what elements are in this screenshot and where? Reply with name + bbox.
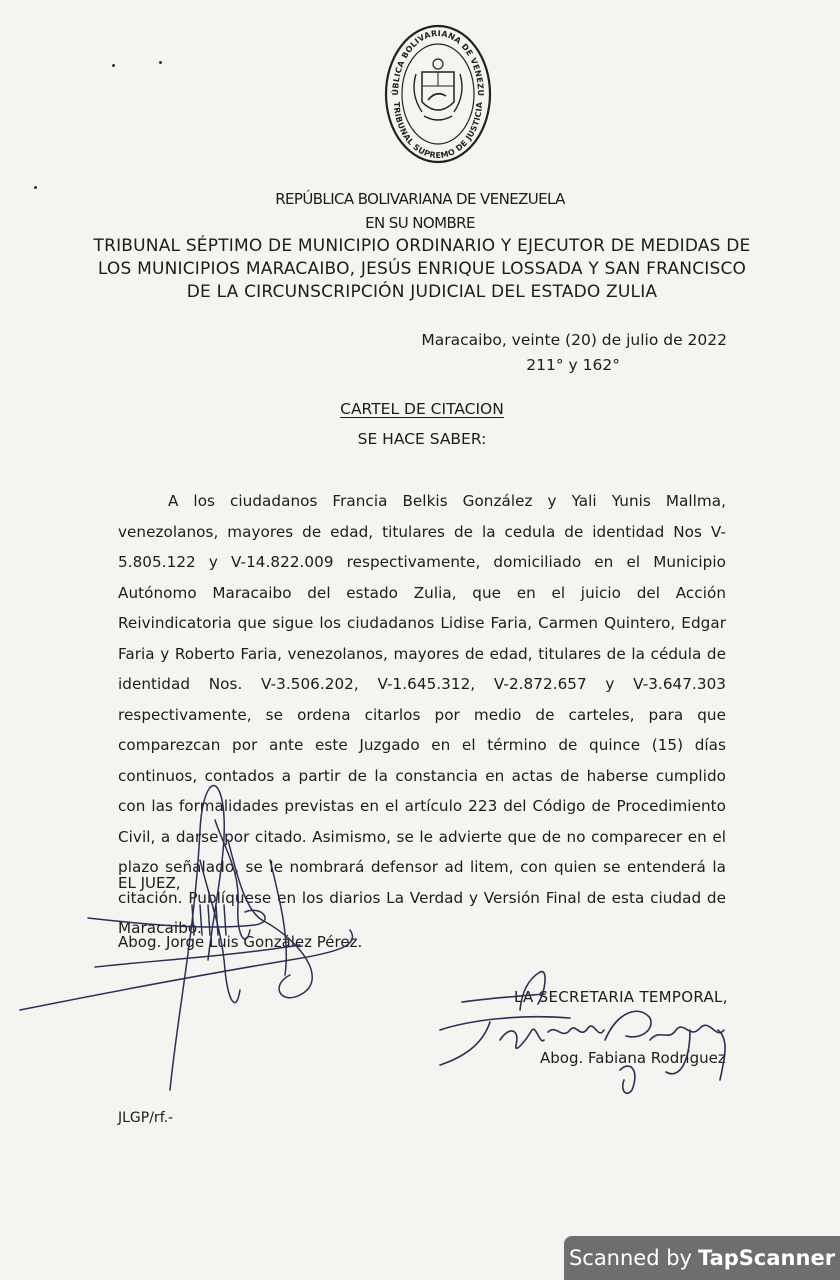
seal-emblem-icon xyxy=(384,24,492,164)
header-country: REPÚBLICA BOLIVARIANA DE VENEZUELA xyxy=(275,190,565,208)
scan-speck xyxy=(34,186,37,189)
scanner-watermark xyxy=(564,1236,840,1280)
document-title xyxy=(2,400,840,418)
court-seal xyxy=(384,24,492,164)
document-body: A los ciudadanos Francia Belkis González y Yali Yunis Mallma, venezolanos, mayores de edad, titulares de la cedula de identidad Nos V-5.805.122 y V-14.822.009 respectivamente, domiciliado en el Municipio Autónomo Maracaibo del estado Zulia, que en el juicio del Acción Reivindicatoria que sigue los ciudadanos Lidise Faria, Carmen Quintero, Edgar Faria y Roberto Faria, venezolanos, mayores de edad, titulares de la cédula de identidad Nos. V-3.506.202, V-1.645.312, V-2.872.657 y V-3.647.303 respectivamente, se ordena citarlos por medio de carteles, para que comparezcan por ante este Juzgado en el término de quince (15) días continuos, contados a partir de la constancia en actas de haberse cumplido con las formalidades previstas en el artículo 223 del Código de Procedimiento Civil, a darse por citado. Asimismo, se le advierte que de no comparecer en el plazo señalado, se le nombrará defensor ad litem, con quien se entenderá la citación. Publíquese en los diarios La Verdad y Versión Final de esta ciudad de Maracaibo. xyxy=(118,492,726,937)
header-court-line-3: DE LA CIRCUNSCRIPCIÓN JUDICIAL DEL ESTADO ZULIA xyxy=(186,282,658,302)
document-era: 211° y 162° xyxy=(526,356,620,374)
scan-speck xyxy=(112,64,115,67)
watermark-brand: TapScanner xyxy=(697,1246,836,1270)
document-date: Maracaibo, veinte (20) de julio de 2022 xyxy=(421,331,727,349)
judge-label: EL JUEZ, xyxy=(118,874,181,892)
seal-bottom-text: TRIBUNAL SUPREMO DE JUSTICIA xyxy=(391,101,485,161)
watermark-prefix: Scanned by xyxy=(568,1246,692,1270)
document-initials: JLGP/rf.- xyxy=(118,1110,174,1126)
header-in-his-name: EN SU NOMBRE xyxy=(365,214,475,232)
seal-top-text: ÚBLICA BOLIVARIANA DE VENEZU xyxy=(390,28,486,97)
judge-name: Abog. Jorge Luis González Pérez. xyxy=(118,933,363,951)
header-court-line-2: LOS MUNICIPIOS MARACAIBO, JESÚS ENRIQUE LOSSADA Y SAN FRANCISCO xyxy=(97,259,747,279)
header-court-line-1: TRIBUNAL SÉPTIMO DE MUNICIPIO ORDINARIO Y EJECUTOR DE MEDIDAS DE xyxy=(93,236,751,256)
secretary-name: Abog. Fabiana Rodríguez xyxy=(540,1049,726,1067)
scan-speck xyxy=(159,61,162,64)
document-subtitle: SE HACE SABER: xyxy=(357,430,487,448)
secretary-label: LA SECRETARIA TEMPORAL, xyxy=(514,988,728,1006)
document-title-text: CARTEL DE CITACION xyxy=(340,400,504,418)
